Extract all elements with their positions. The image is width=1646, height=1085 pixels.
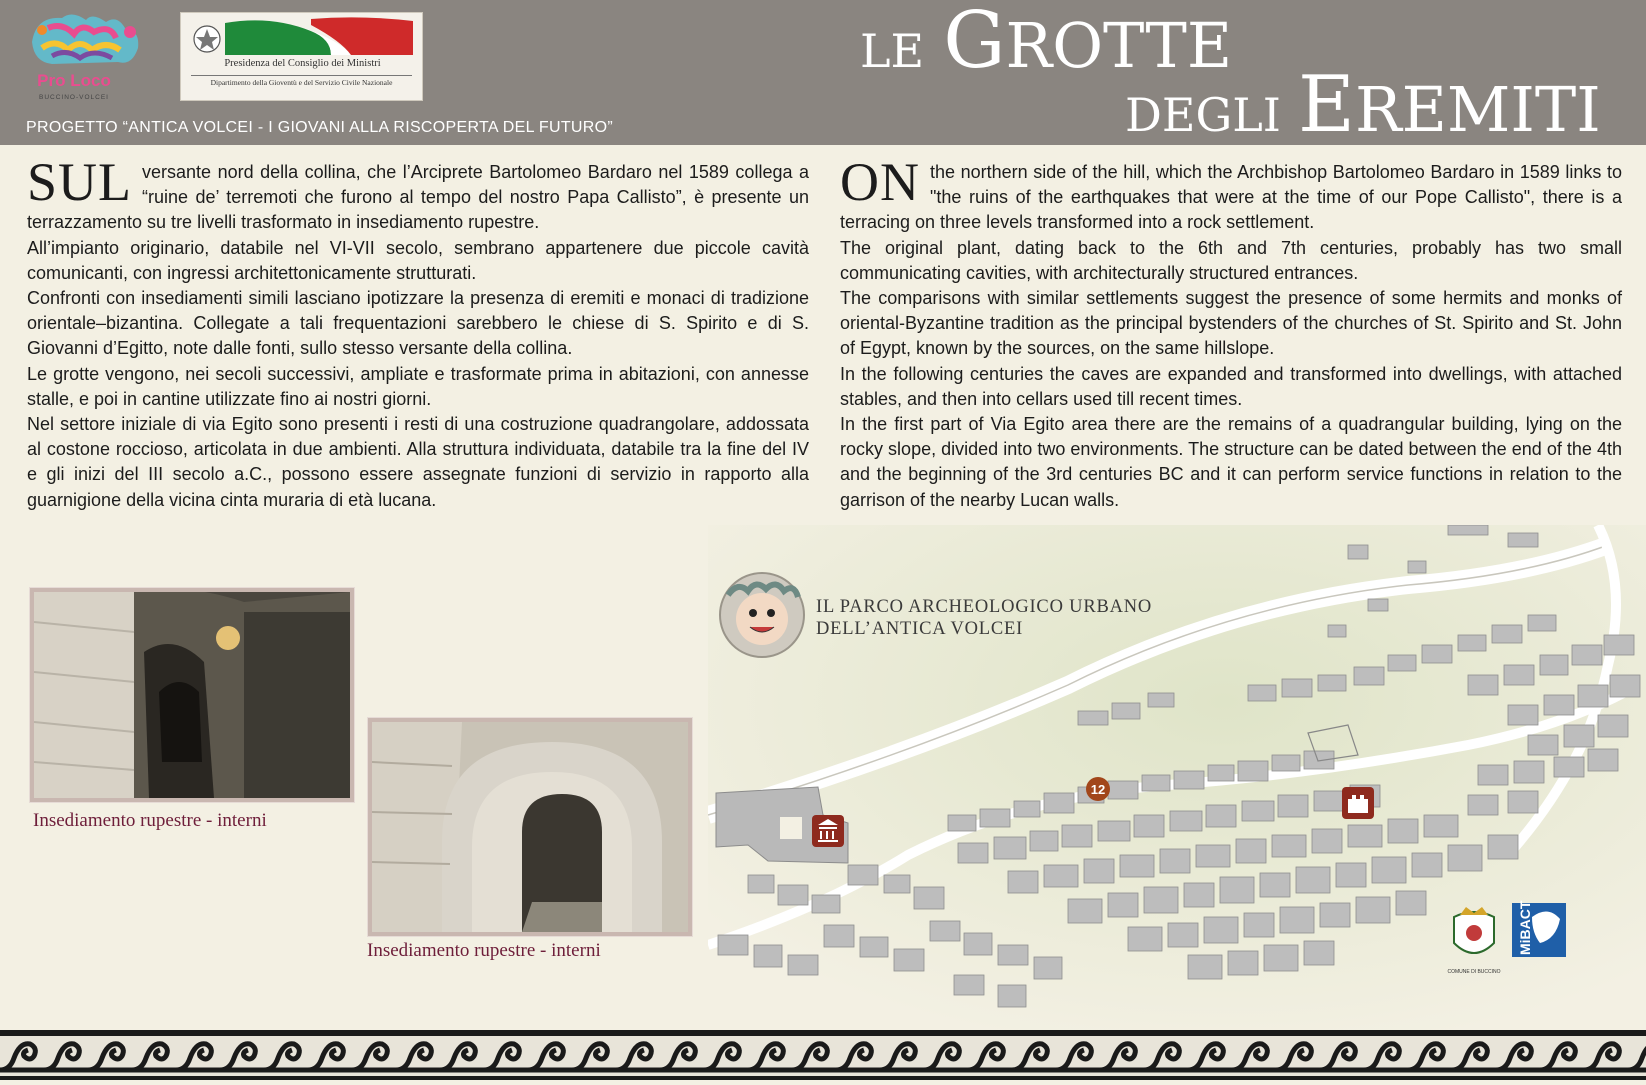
italian-dropcap: SUL (27, 152, 133, 212)
italian-text (27, 152, 809, 513)
mibact-logo (1512, 900, 1566, 957)
italian-paragraph-4: Le grotte vengono, nei secoli successivi, ampliate e trasformate prima in abitazioni, con annesse stalle, e poi in cantine utilizzate fino ai nostri giorni. (27, 363, 809, 409)
italian-paragraph-5: Nel settore iniziale di via Egito sono presenti i resti di una costruzione quadrangolare, addossata al costone roccioso, articolata in due ambienti. Alla struttura individuata, databile tra la fine del IV e gli inizi del III secolo a.C., possono essere assegnate funzioni di servizio in rapporto alla guarnigione della vicina cinta muraria di età lucana. (27, 414, 809, 510)
cave-photo-2 (368, 718, 692, 936)
english-paragraph-3: The comparisons with similar settlements suggest the presence of some hermits and monks of oriental-Byzantine tradition as the principal bystenders of the churches of St. Spirito and St. John of Egypt, known by the sources, on the same hillslope. (840, 288, 1622, 359)
photo-caption-1: Insediamento rupestre - interni (33, 810, 267, 831)
government-line-1: Presidenza del Consiglio dei Ministri (224, 58, 381, 69)
park-title-line-1: IL PARCO ARCHEOLOGICO URBANO (816, 597, 1153, 617)
svg-text:12: 12 (1090, 782, 1106, 797)
english-paragraph-2: The original plant, dating back to the 6th and 7th centuries, probably has two small communicating cavities, with architecturally structured entrances. (840, 237, 1622, 283)
greek-wave-border (0, 1030, 1646, 1080)
italian-paragraph-2: All’impianto originario, databile nel VI-VII secolo, sembrano appartenere due piccole cavità comunicanti, con ingressi architettonicamente strutturati. (27, 237, 809, 283)
italian-paragraph-3: Confronti con insediamenti simili lasciano ipotizzare la presenza di eremiti e monaci di tradizione orientale–bizantina. Collegate a tali frequentazioni sarebbero le chiese di S. Spirito e di S. Giovanni d’Egitto, note dalle fonti, sullo stesso versante della collina. (27, 288, 809, 359)
page-title-line-1: LE GROTTE (860, 0, 1233, 86)
project-title: PROGETTO “ANTICA VOLCEI - I GIOVANI ALLA RISCOPERTA DEL FUTURO” (26, 119, 614, 136)
photo-caption-2: Insediamento rupestre - interni (367, 940, 601, 961)
mibact-label: MiBACT (1517, 900, 1533, 955)
cave-photo-1 (30, 588, 354, 802)
proloco-logo (22, 8, 150, 104)
park-title-line-2: DELL’ANTICA VOLCEI (816, 619, 1024, 639)
park-title (816, 596, 1152, 640)
english-paragraph-1: the northern side of the hill, which the Archbishop Bartolomeo Bardaro in 1589 links to "the ruins of the earthquakes that were at the time of our Pope Callisto", there is a terracing on three levels transformed into a rock settlement. (840, 162, 1622, 233)
italian-paragraph-1: versante nord della collina, che l’Arciprete Bartolomeo Bardaro nel 1589 collega a “ruine de’ terremoti che furono al tempo del nostro Papa Callisto”, è presente un terrazzamento su tre livelli trasformato in insediamento rupestre. (27, 162, 809, 233)
site-12-marker (1086, 777, 1110, 801)
english-text (840, 152, 1622, 513)
proloco-town: BUCCINO-VOLCEI (39, 94, 109, 101)
english-paragraph-4: In the following centuries the caves are expanded and transformed into dwellings, with attached stables, and then into cellars used till recent times. (840, 363, 1622, 409)
english-paragraph-5: In the first part of Via Egito area there are the remains of a quadrangular building, lying on the rocky slope, divided into two environments. The structure can be dated between the end of the 4th and the beginning of the 3rd centuries BC and it can perform service functions in relation to the garrison of the nearby Lucan walls. (840, 414, 1622, 510)
comune-label: COMUNE DI BUCCINO (1447, 969, 1501, 975)
proloco-name: Pro Loco (37, 71, 111, 90)
government-logo (180, 12, 423, 101)
page-title-line-2: DEGLI EREMITI (1125, 60, 1601, 150)
museum-marker-icon (812, 815, 844, 847)
government-line-2: Dipartimento della Gioventù e del Servizio Civile Nazionale (191, 75, 412, 87)
medusa-emblem-icon (720, 573, 804, 657)
castle-marker-icon (1342, 787, 1374, 819)
english-dropcap: ON (840, 152, 920, 212)
